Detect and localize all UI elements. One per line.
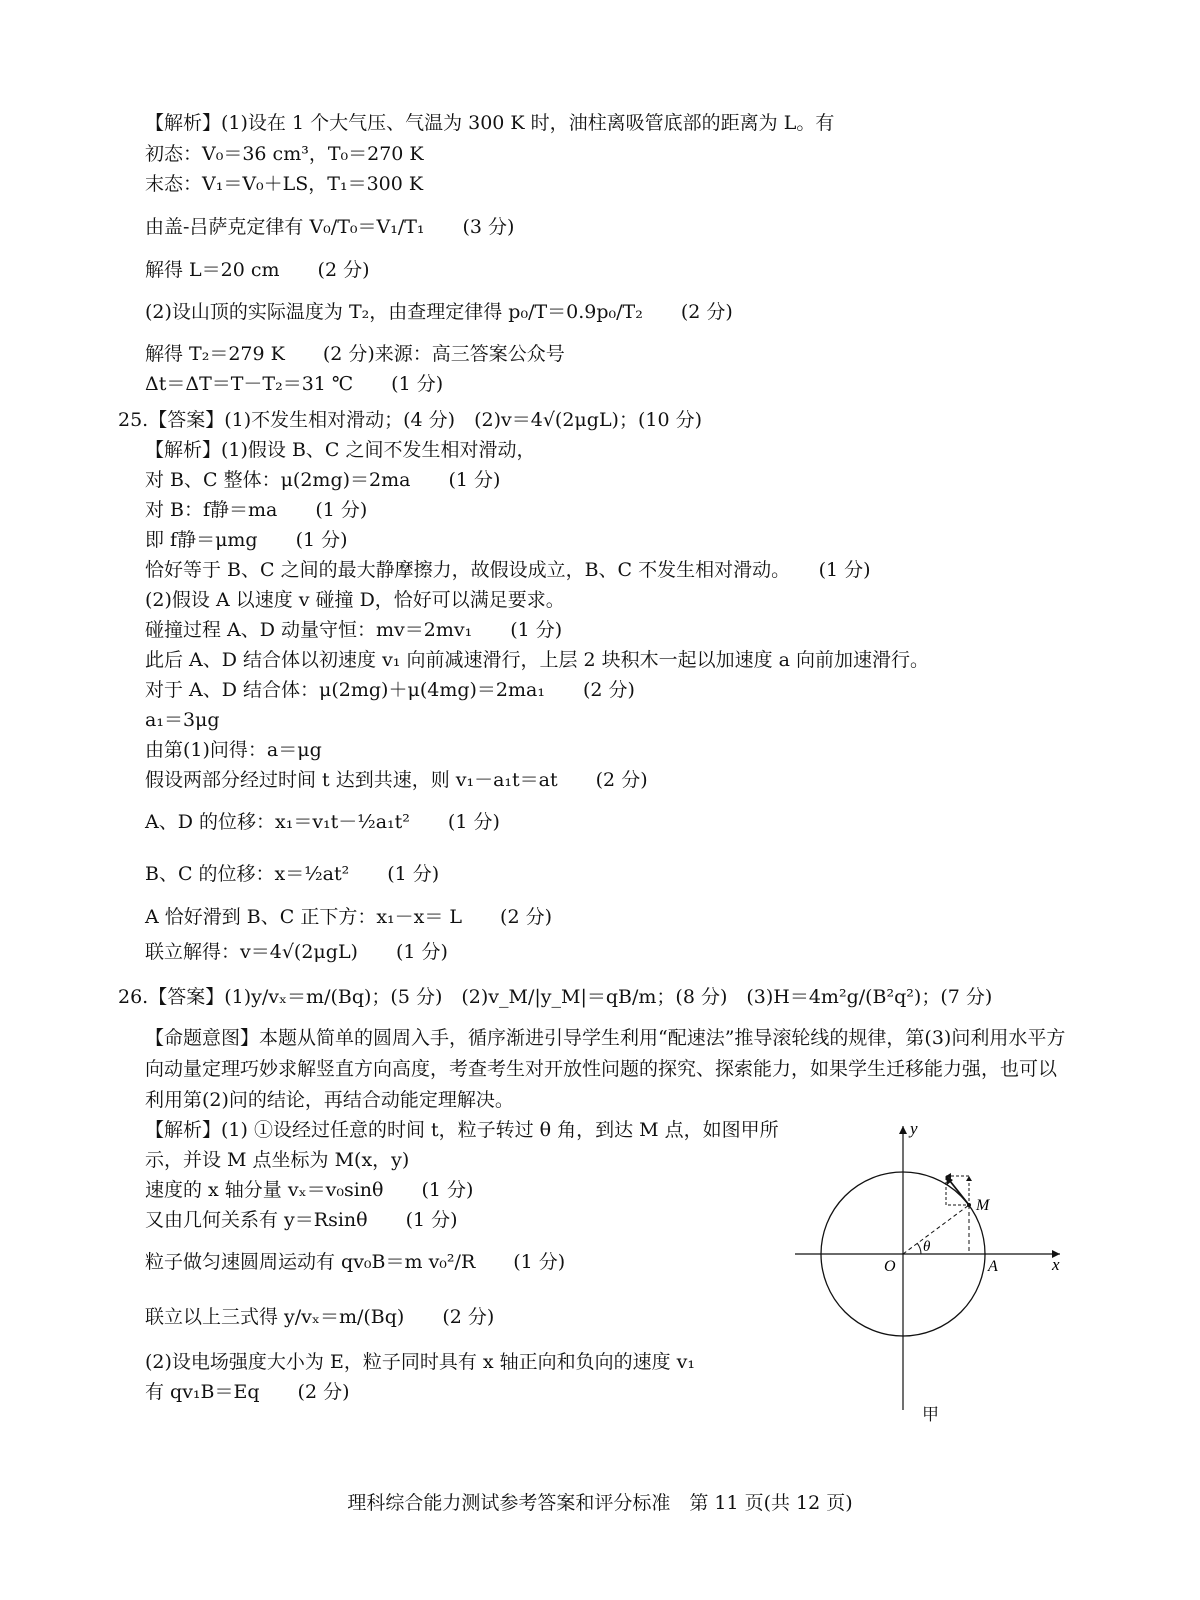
text-line: 有 qv₁B＝Eq (2 分) xyxy=(145,1381,350,1403)
text-line: 对 B：f静＝ma (1 分) xyxy=(145,499,368,521)
y-axis-label: y xyxy=(910,1119,918,1138)
text-line: 恰好等于 B、C 之间的最大静摩擦力，故假设成立，B、C 不发生相对滑动。 (1 分) xyxy=(145,559,871,581)
text-line: 此后 A、D 结合体以初速度 v₁ 向前减速滑行，上层 2 块积木一起以加速度 a 向前加速滑行。 xyxy=(145,649,930,671)
text-line: A 恰好滑到 B、C 正下方：x₁－x＝ L (2 分) xyxy=(145,906,552,928)
page-footer: 理科综合能力测试参考答案和评分标准 第 11 页(共 12 页) xyxy=(347,1492,853,1514)
text-line: 对于 A、D 结合体：μ(2mg)＋μ(4mg)＝2ma₁ (2 分) xyxy=(145,679,635,701)
text-line: (2)设电场强度大小为 E，粒子同时具有 x 轴正向和负向的速度 v₁ xyxy=(145,1351,696,1373)
text-line: 速度的 x 轴分量 vₓ＝v₀sinθ (1 分) xyxy=(145,1179,474,1201)
y-axis-arrow xyxy=(899,1126,907,1134)
text-line: 解得 T₂＝279 K (2 分)来源：高三答案公众号 xyxy=(145,343,565,365)
radius-om xyxy=(903,1205,969,1254)
text-line: 碰撞过程 A、D 动量守恒：mv＝2mv₁ (1 分) xyxy=(145,619,563,641)
vy-arrowhead xyxy=(966,1176,972,1181)
text-line: 联立解得：v＝4√(2μgL) (1 分) xyxy=(145,941,448,963)
text-line: (2)假设 A 以速度 v 碰撞 D，恰好可以满足要求。 xyxy=(145,589,565,611)
answer-26: 26.【答案】(1)y/vₓ＝m/(Bq)；(5 分) (2)v_M/|y_M|＝qB/m；(8 分) (3)H＝4m²g/(B²q²)；(7 分) xyxy=(118,986,993,1008)
text-line: 粒子做匀速圆周运动有 qv₀B＝m v₀²/R (1 分) xyxy=(145,1251,566,1273)
figure-caption: 甲 xyxy=(922,1405,939,1425)
text-line: 示，并设 M 点坐标为 M(x，y) xyxy=(145,1149,410,1171)
circle-diagram xyxy=(780,1118,1080,1418)
text-line: 初态：V₀＝36 cm³，T₀＝270 K xyxy=(145,143,424,165)
text-line: 即 f静＝μmg (1 分) xyxy=(145,529,348,551)
text-line: 又由几何关系有 y＝Rsinθ (1 分) xyxy=(145,1209,458,1231)
figure-jia xyxy=(780,1118,1080,1425)
answer-25: 25.【答案】(1)不发生相对滑动；(4 分) (2)v＝4√(2μgL)；(10 分) xyxy=(118,409,703,431)
intent-paragraph: 【命题意图】本题从简单的圆周入手，循序渐进引导学生利用“配速法”推导滚轮线的规律，第(3)问利用水平方向动量定理巧妙求解竖直方向高度，考查考生对开放性问题的探究、探索能力，如果学生迁移能力强，也可以利用第(2)问的结论，再结合动能定理解决。 xyxy=(145,1027,1066,1111)
text-line: 假设两部分经过时间 t 达到共速，则 v₁－a₁t＝at (2 分) xyxy=(145,769,648,791)
text-line: Δt＝ΔT＝T－T₂＝31 ℃ (1 分) xyxy=(145,373,444,395)
text-line: 末态：V₁＝V₀＋LS，T₁＝300 K xyxy=(145,173,424,195)
text-line: 联立以上三式得 y/vₓ＝m/(Bq) (2 分) xyxy=(145,1306,495,1328)
origin-label: O xyxy=(884,1258,896,1275)
point-a-label: A xyxy=(988,1258,998,1275)
text-line: 【解析】(1) ①设经过任意的时间 t，粒子转过 θ 角，到达 M 点，如图甲所 xyxy=(145,1119,779,1141)
angle-arc xyxy=(917,1243,921,1254)
x-axis-label: x xyxy=(1052,1255,1060,1274)
text-line: 【解析】(1)假设 B、C 之间不发生相对滑动， xyxy=(145,439,536,461)
text-line: 由第(1)问得：a＝μg xyxy=(145,739,322,761)
text-line: a₁＝3μg xyxy=(145,709,220,731)
text-line: 由盖-吕萨克定律有 V₀/T₀＝V₁/T₁ (3 分) xyxy=(145,216,515,238)
point-m-dot xyxy=(967,1203,971,1207)
text-line: 解得 L＝20 cm (2 分) xyxy=(145,259,370,281)
text-line: (2)设山顶的实际温度为 T₂，由查理定律得 p₀/T＝0.9p₀/T₂ (2 分) xyxy=(145,301,733,323)
angle-label: θ xyxy=(923,1239,931,1255)
text-line: 【解析】(1)设在 1 个大气压、气温为 300 K 时，油柱离吸管底部的距离为 L。有 xyxy=(145,112,835,134)
point-m-label: M xyxy=(976,1197,990,1214)
text-line: B、C 的位移：x＝½at² (1 分) xyxy=(145,863,440,885)
text-line: 对 B、C 整体：μ(2mg)＝2ma (1 分) xyxy=(145,469,501,491)
text-line: A、D 的位移：x₁＝v₁t－½a₁t² (1 分) xyxy=(145,811,500,833)
